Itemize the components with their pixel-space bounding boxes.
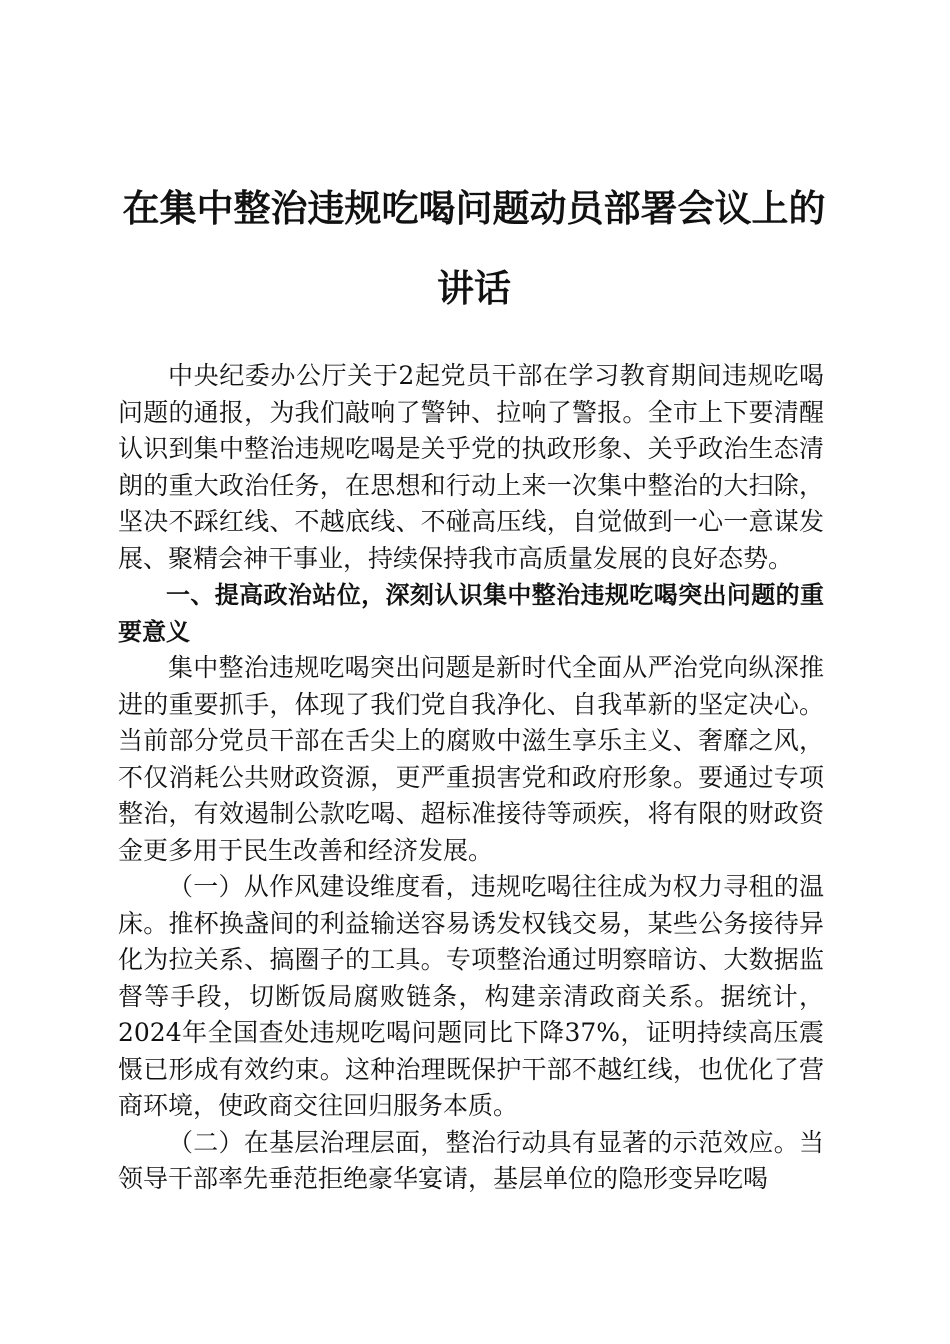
document-title: 在集中整治违规吃喝问题动员部署会议上的讲话 [122, 186, 826, 310]
section-heading-1: 一、提高政治站位，深刻认识集中整治违规吃喝突出问题的重要意义 [118, 581, 824, 646]
intro-paragraph: 中央纪委办公厅关于2起党员干部在学习教育期间违规吃喝问题的通报，为我们敲响了警钟、拉响了警报。全市上下要清醒认识到集中整治违规吃喝是关乎党的执政形象、关乎政治生态清朗的重大政治任务，在思想和行动上来一次集中整治的大扫除，坚决不踩红线、不越底线、不碰高压线，自觉做到一心一意谋发展、聚精会神干事业，持续保持我市高质量发展的良好态势。 [118, 361, 824, 573]
section-1-paragraph: 集中整治违规吃喝突出问题是新时代全面从严治党向纵深推进的重要抓手，体现了我们党自我净化、自我革新的坚定决心。当前部分党员干部在舌尖上的腐败中滋生享乐主义、奢靡之风，不仅消耗公共财政资源，更严重损害党和政府形象。要通过专项整治，有效遏制公款吃喝、超标准接待等顽疾，将有限的财政资金更多用于民生改善和经济发展。 [118, 653, 824, 865]
document-body [118, 358, 824, 1198]
subsection-2-paragraph: （二）在基层治理层面，整治行动具有显著的示范效应。当领导干部率先垂范拒绝豪华宴请，基层单位的隐形变异吃喝 [118, 1127, 824, 1193]
subsection-1-paragraph: （一）从作风建设维度看，违规吃喝往往成为权力寻租的温床。推杯换盏间的利益输送容易诱发权钱交易，某些公务接待异化为拉关系、搞圈子的工具。专项整治通过明察暗访、大数据监督等手段，切断饭局腐败链条，构建亲清政商关系。据统计，2024年全国查处违规吃喝问题同比下降37%，证明持续高压震慑已形成有效约束。这种治理既保护干部不越红线，也优化了营商环境，使政商交往回归服务本质。 [118, 872, 824, 1120]
